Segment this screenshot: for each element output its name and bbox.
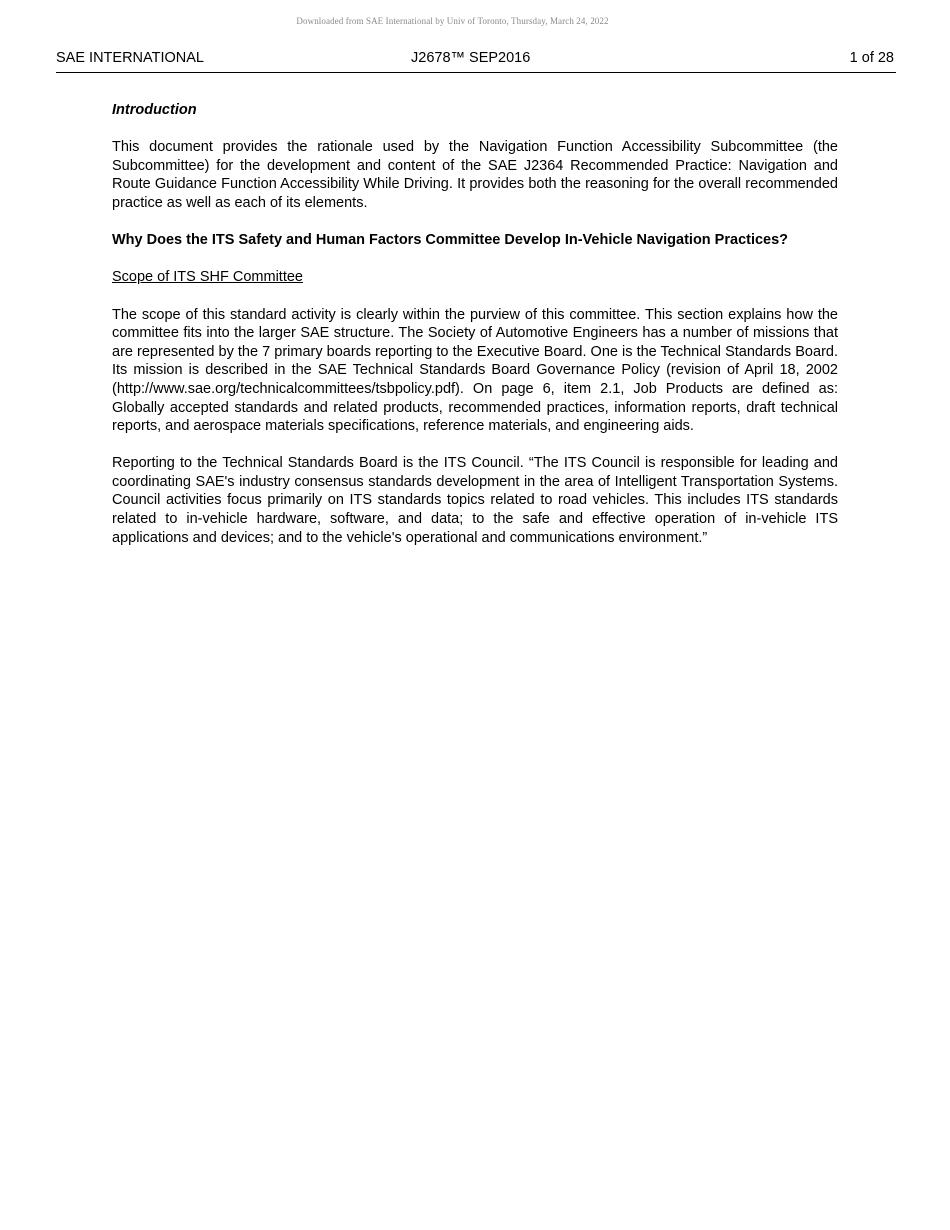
its-council-paragraph: Reporting to the Technical Standards Board is the ITS Council. “The ITS Council is responsible for leading and coordinating SAE's industry consensus standards development in the area of Intelligent Transportation Systems. Council activities focus primarily on ITS standards topics related to road vehicles. This includes ITS standards related to in-vehicle hardware, software, and data; to the safe and effective operation of in-vehicle ITS applications and devices; and to the vehicle's operational and communications environment.” (112, 455, 838, 546)
introduction-paragraph: This document provides the rationale used by the Navigation Function Accessibility Subcommittee (the Subcommittee) for the development and content of the SAE J2364 Recommended Practice: Navigation and Route Guidance Function Accessibility While Driving. It provides both the reasoning for the overall recommended practice as well as each of its elements. (112, 139, 838, 211)
header-document-id: J2678™ SEP2016 (411, 50, 531, 66)
section-question-heading: Why Does the ITS Safety and Human Factors Committee Develop In-Vehicle Navigation Practices? (112, 232, 789, 249)
scope-subheading: Scope of ITS SHF Committee (112, 269, 303, 286)
header-page-number: 1 of 28 (849, 50, 894, 66)
header-organization: SAE INTERNATIONAL (56, 50, 204, 66)
download-watermark: Downloaded from SAE International by Univ of Toronto, Thursday, March 24, 2022 (296, 16, 609, 26)
document-body (112, 101, 838, 566)
page-header (56, 50, 896, 73)
scope-paragraph: The scope of this standard activity is clearly within the purview of this committee. This section explains how the committee fits into the larger SAE structure. The Society of Automotive Engineers has a number of missions that are represented by the 7 primary boards reporting to the Executive Board. One is the Technical Standards Board. Its mission is described in the SAE Technical Standards Board Governance Policy (revision of April 18, 2002 (http://www.sae.org/technicalcommittees/tsbpolicy.pdf). On page 6, item 2.1, Job Products are defined as: Globally accepted standards and related products, recommended practices, information reports, draft technical reports, and aerospace materials specifications, reference materials, and engineering aids. (112, 306, 838, 435)
introduction-heading: Introduction (112, 102, 197, 118)
